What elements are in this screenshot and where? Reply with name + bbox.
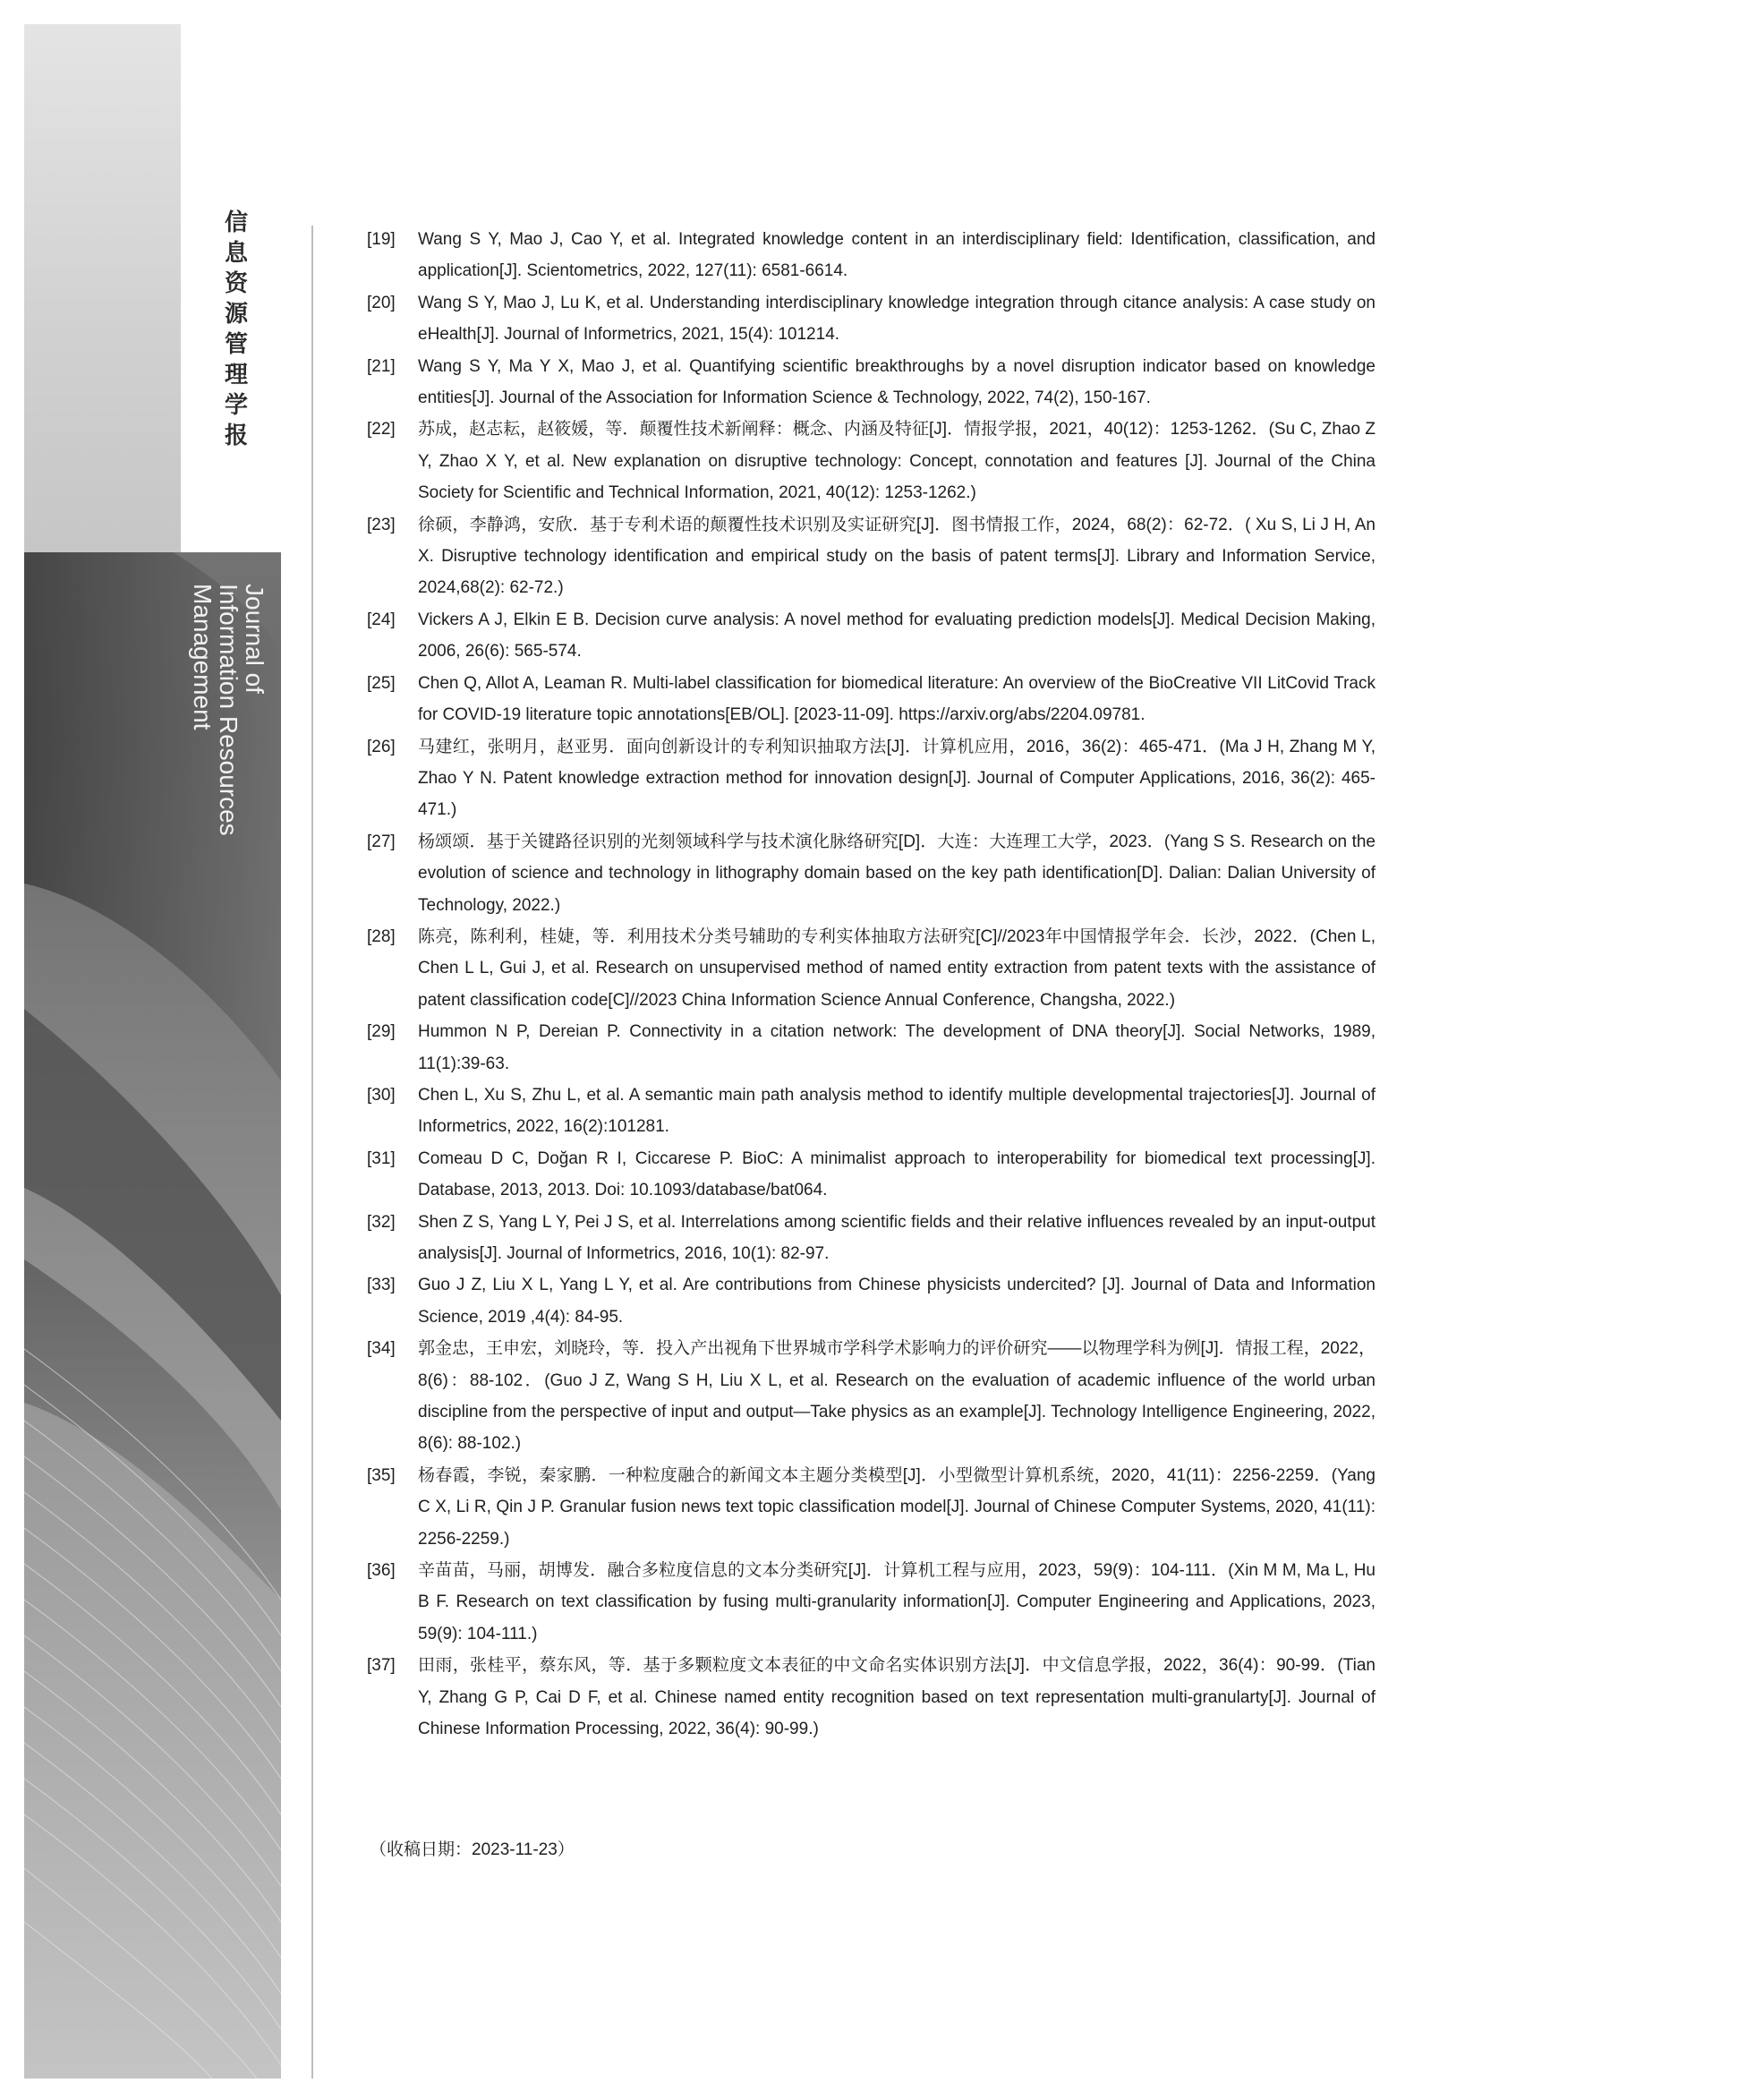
reference-text: Guo J Z, Liu X L, Yang L Y, et al. Are contributions from Chinese physicists undercited? [J]. Journal of Data and Information Science, 2019 ,4(4): 84-95. [418,1276,1376,1327]
reference-item [367,1333,1376,1460]
reference-item [367,604,1376,668]
reference-number: [37] [367,1656,396,1676]
journal-title-char: 资 [224,270,248,297]
reference-item [367,1460,1376,1555]
journal-title-char: 信 [224,209,248,236]
reference-number: [23] [367,515,396,534]
reference-item [367,1269,1376,1333]
reference-text: Comeau D C, Doğan R I, Ciccarese P. BioC: A minimalist approach to interoperability for biomedical text processing[J]. Database, 2013, 2013. Doi: 10.1093/database/bat064. [418,1148,1376,1200]
reference-text: 陈亮，陈利利，桂婕，等．利用技术分类号辅助的专利实体抽取方法研究[C]//2023年中国情报学年会．长沙，2022．(Chen L, Chen L L, Gui J, et al. Research on unsupervised method of named entity extraction from patent texts with the assistance of patent classification code[C]//2023 China Information Science Annual Conference, Changsha, 2022.) [418,926,1376,1010]
reference-text: 杨颂颂．基于关键路径识别的光刻领域科学与技术演化脉络研究[D]．大连：大连理工大学，2023．(Yang S S. Research on the evolution of science and technology in lithography domain based on the key path identification[D]. Dalian: Dalian University of Technology, 2022.) [418,832,1376,915]
reference-item [367,509,1376,604]
reference-number: [29] [367,1022,396,1042]
reference-text: Chen Q, Allot A, Leaman R. Multi-label classification for biomedical literature: An overview of the BioCreative VII LitCovid Track for COVID-19 literature topic annotations[EB/OL]. [2023-11-09]. https://arxiv.org/abs/2204.09781. [418,673,1376,725]
reference-number: [33] [367,1276,396,1295]
reference-item [367,731,1376,826]
reference-number: [34] [367,1339,396,1359]
reference-text: 马建红，张明月，赵亚男．面向创新设计的专利知识抽取方法[J]．计算机应用，2016，36(2)：465-471．(Ma J H, Zhang M Y, Zhao Y N. Patent knowledge extraction method for innovation design[J]. Journal of Computer Applications, 2016, 36(2): 465-471.) [418,737,1376,820]
reference-number: [24] [367,610,396,629]
journal-title-char: 报 [224,423,248,449]
journal-title-english-line: Information Resources [215,584,243,836]
reference-item [367,414,1376,508]
reference-number: [20] [367,293,396,312]
reference-text: Chen L, Xu S, Zhu L, et al. A semantic main path analysis method to identify multiple developmental trajectories[J]. Journal of Informetrics, 2022, 16(2):101281. [418,1085,1376,1137]
reference-text: Wang S Y, Mao J, Lu K, et al. Understanding interdisciplinary knowledge integration through citance analysis: A case study on eHealth[J]. Journal of Informetrics, 2021, 15(4): 101214. [418,293,1376,345]
reference-item [367,1650,1376,1745]
reference-number: [27] [367,832,396,851]
reference-text: 徐硕，李静鸿，安欣．基于专利术语的颠覆性技术识别及实证研究[J]．图书情报工作，2024，68(2)：62-72．( Xu S, Li J H, An X. Disruptive technology identification and empirical study on the basis of patent terms[J]. Library and Information Service, 2024,68(2): 62-72.) [418,515,1376,598]
reference-item [367,351,1376,414]
reference-text: 田雨，张桂平，蔡东风，等．基于多颗粒度文本表征的中文命名实体识别方法[J]．中文信息学报，2022，36(4)：90-99．(Tian Y, Zhang G P, Cai D F, et al. Chinese named entity recognition based on text representation multi-granularty[J]. Journal of Chinese Information Processing, 2022, 36(4): 90-99.) [418,1656,1376,1739]
reference-number: [36] [367,1561,396,1581]
reference-number: [19] [367,230,396,249]
journal-title-char: 理 [224,362,248,388]
journal-title-char: 管 [224,331,248,358]
reference-item [367,224,1376,287]
reference-number: [35] [367,1465,396,1485]
reference-text: Hummon N P, Dereian P. Connectivity in a citation network: The development of DNA theory[J]. Social Networks, 1989, 11(1):39-63. [418,1022,1376,1073]
reference-text: Vickers A J, Elkin E B. Decision curve analysis: A novel method for evaluating prediction models[J]. Medical Decision Making, 2006, 26(6): 565-574. [418,610,1376,662]
reference-text: 郭金忠，王申宏，刘晓玲，等．投入产出视角下世界城市学科学术影响力的评价研究——以物理学科为例[J]．情报工程，2022，8(6)：88-102．(Guo J Z, Wang S H, Liu X L, et al. Research on the evaluation of academic influence of the world urban discipline from the perspective of input and output—Take physics as an example[J]. Technology Intelligence Engineering, 2022, 8(6): 88-102.) [418,1339,1376,1454]
reference-item [367,921,1376,1016]
journal-title-english-line: Management [189,584,217,730]
reference-text: Shen Z S, Yang L Y, Pei J S, et al. Interrelations among scientific fields and their relative influences revealed by an input-output analysis[J]. Journal of Informetrics, 2016, 10(1): 82-97. [418,1212,1376,1263]
reference-number: [26] [367,737,396,756]
reference-item [367,287,1376,351]
reference-text: Wang S Y, Ma Y X, Mao J, et al. Quantifying scientific breakthroughs by a novel disruption indicator based on knowledge entities[J]. Journal of the Association for Information Science & Technology, 2022, 74(2), 150-167. [418,356,1376,408]
journal-title-char: 息 [224,240,248,267]
reference-text: Wang S Y, Mao J, Cao Y, et al. Integrated knowledge content in an interdisciplinary field: Identification, classification, and application[J]. Scientometrics, 2022, 127(11): 6581-6614. [418,230,1376,281]
reference-list [367,224,1376,1746]
reference-item [367,1143,1376,1207]
reference-number: [32] [367,1212,396,1232]
reference-number: [28] [367,926,396,946]
reference-item [367,1016,1376,1080]
journal-title-english [190,584,268,836]
title-strip-background [24,24,181,552]
received-date-note: （收稿日期：2023-11-23） [370,1840,575,1859]
journal-title-char: 源 [224,301,248,328]
journal-title-english-line: Journal of [241,584,268,694]
reference-item [367,1555,1376,1650]
reference-number: [30] [367,1085,396,1105]
reference-text: 苏成，赵志耘，赵筱媛，等．颠覆性技术新阐释：概念、内涵及特征[J]．情报学报，2021，40(12)：1253-1262．(Su C, Zhao Z Y, Zhao X Y, et al. New explanation on disruptive technology: Concept, connotation and features [J]. Journal of the China Society for Scientific and Technical Information, 2021, 40(12): 1253-1262.) [418,420,1376,503]
vertical-divider [311,226,313,2079]
reference-number: [25] [367,673,396,693]
journal-title-chinese [220,208,252,451]
reference-number: [21] [367,356,396,376]
journal-title-char: 学 [224,392,248,419]
reference-item [367,1080,1376,1143]
reference-item [367,668,1376,731]
reference-item [367,826,1376,921]
reference-number: [31] [367,1148,396,1168]
reference-item [367,1207,1376,1270]
reference-text: 杨春霞，李锐，秦家鹏．一种粒度融合的新闻文本主题分类模型[J]．小型微型计算机系统，2020，41(11)：2256-2259．(Yang C X, Li R, Qin J P. Granular fusion news text topic classification model[J]. Journal of Chinese Computer Systems, 2020, 41(11): 2256-2259.) [418,1465,1376,1549]
reference-number: [22] [367,420,396,440]
reference-text: 辛苗苗，马丽，胡博发．融合多粒度信息的文本分类研究[J]．计算机工程与应用，2023，59(9)：104-111．(Xin M M, Ma L, Hu B F. Research on text classification by fusing multi-granularity information[J]. Computer Engineering and Applications, 2023, 59(9): 104-111.) [418,1561,1376,1643]
